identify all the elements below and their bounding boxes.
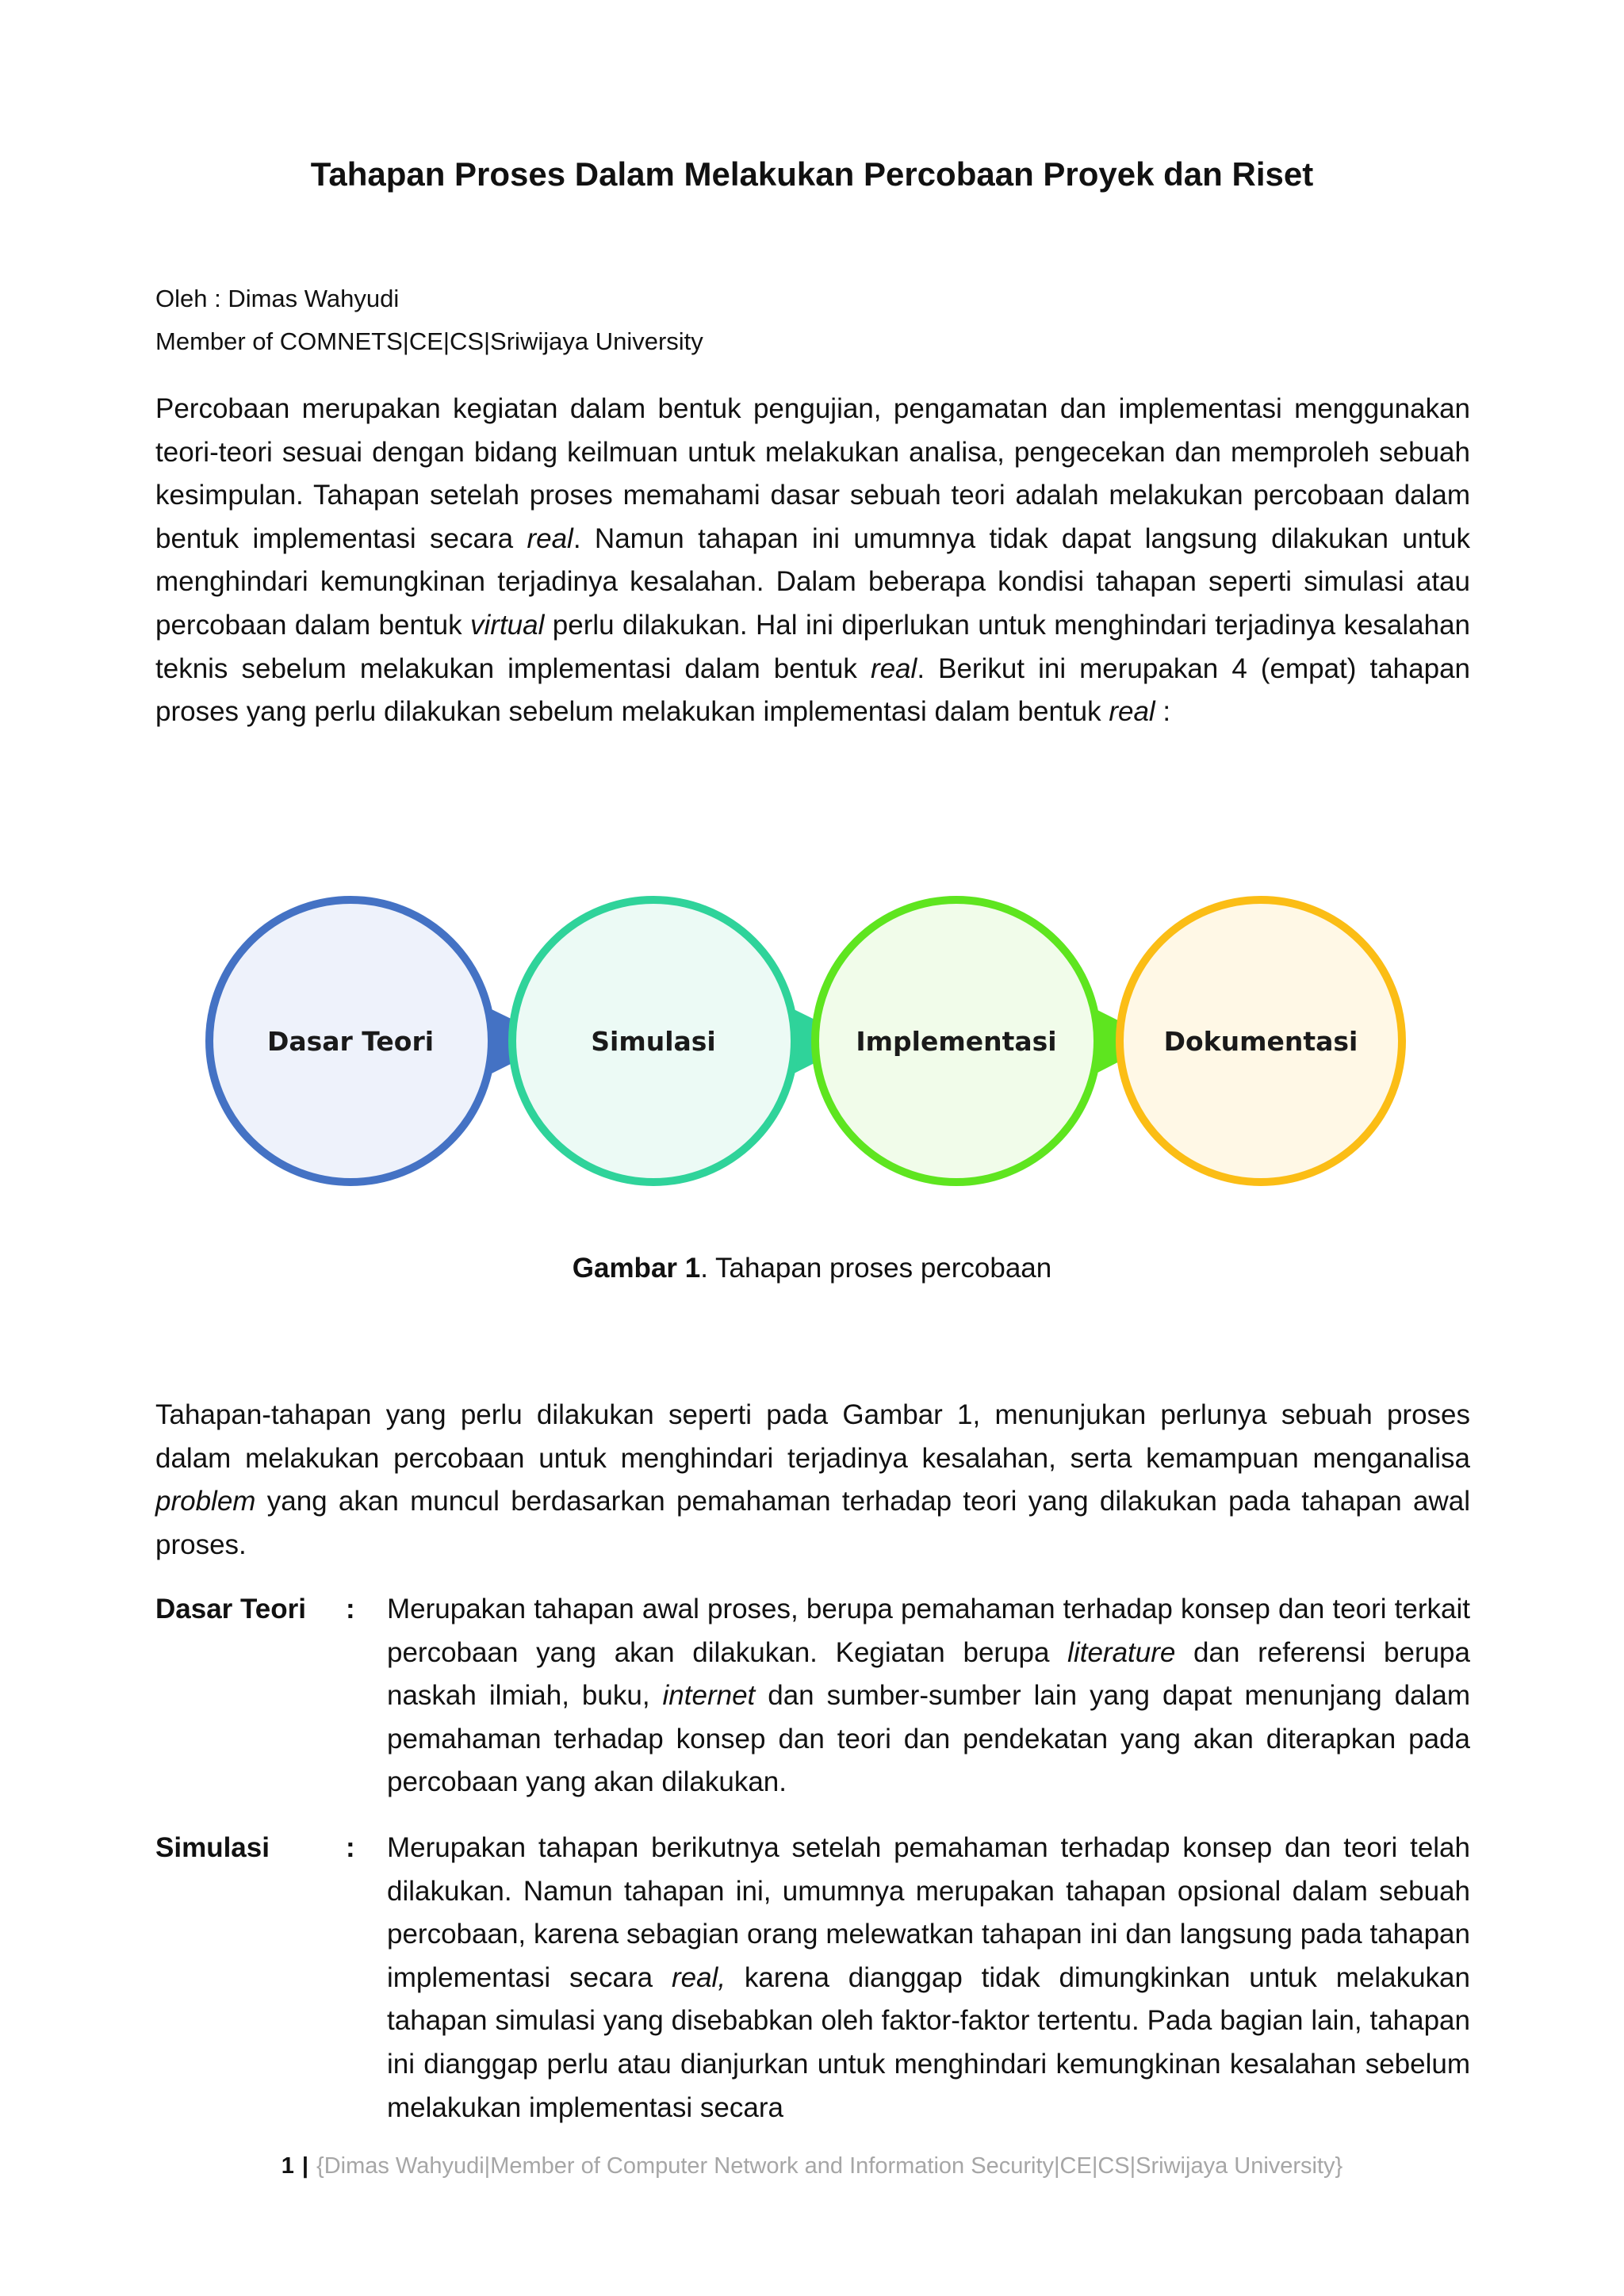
- body-text-1: Tahapan-tahapan yang perlu dilakukan seperti pada Gambar 1, menunjukan perlunya sebuah proses dalam melakukan percobaan untuk menghindari terjadinya kesalahan, serta kemampuan menganalisa: [155, 1399, 1470, 1474]
- intro-italic-3: real: [870, 652, 917, 684]
- intro-text-1: Percobaan merupakan kegiatan dalam bentuk pengujian, pengamatan dan implementasi menggunakan teori-teori sesuai dengan bidang keilmuan untuk melakukan analisa, pengecekan dan memproleh sebuah kesimpulan. Tahapan setelah proses memahami dasar sebuah teori adalah melakukan percobaan dalam bentuk implementasi secara: [155, 393, 1470, 554]
- def2-text-1: Merupakan tahapan berikutnya setelah pemahaman terhadap konsep dan teori telah dilakukan. Namun tahapan ini, umumnya merupakan tahapan opsional dalam sebuah percobaan, karena sebagian orang melewatkan tahapan ini dan langsung pada tahapan implementasi secara: [387, 1832, 1470, 1993]
- body-italic-1: problem: [155, 1486, 256, 1517]
- process-diagram: [190, 880, 1427, 1213]
- def2-italic-1: real,: [671, 1961, 726, 1993]
- def1-italic-1: literature: [1067, 1636, 1176, 1668]
- stage-simulasi: [512, 900, 858, 1182]
- def2-text-2: karena dianggap tidak dimungkinkan untuk melakukan tahapan simulasi yang disebabkan oleh faktor-faktor tertentu. Pada bagian lain, tahapan ini dianggap perlu atau dianjurkan untuk menghindari kemungkinan kesalahan sebelum melakukan implementasi secara: [387, 1961, 1470, 2123]
- intro-italic-1: real: [527, 522, 573, 554]
- stage-label-2: Simulasi: [591, 1026, 716, 1057]
- definition-term: Dasar Teori: [155, 1594, 306, 1624]
- definition-colon: :: [346, 1594, 355, 1624]
- author-name: Oleh : Dimas Wahyudi: [155, 285, 400, 312]
- intro-text-4: . Berikut ini merupakan 4 (empat) tahapan proses yang perlu dilakukan sebelum melakukan implementasi dalam bentuk: [155, 652, 1470, 728]
- stage-implementasi: [815, 900, 1159, 1182]
- process-diagram-svg: [190, 880, 1427, 1213]
- footer-text: {Dimas Wahyudi|Member of Computer Network and Information Security|CE|CS|Sriwijaya University}: [316, 2153, 1343, 2179]
- page-footer: [0, 2153, 1624, 2179]
- def1-italic-2: internet: [662, 1680, 756, 1712]
- author-affiliation: Member of COMNETS|CE|CS|Sriwijaya University: [155, 327, 703, 355]
- intro-text-5: :: [1155, 696, 1171, 728]
- def1-text-1: Merupakan tahapan awal proses, berupa pemahaman terhadap konsep dan teori terkait percobaan yang akan dilakukan. Kegiatan berupa: [387, 1594, 1470, 1668]
- definition-colon: :: [346, 1832, 355, 1863]
- page-number: 1: [281, 2153, 294, 2179]
- stage-label-1: Dasar Teori: [266, 1026, 435, 1057]
- caption-text: . Tahapan proses percobaan: [700, 1253, 1052, 1284]
- stage-dasar-teori: [209, 900, 557, 1182]
- author-block: [155, 277, 703, 363]
- intro-italic-4: real: [1109, 696, 1155, 728]
- definition-description: [387, 1827, 1470, 2130]
- caption-label: Gambar 1: [572, 1253, 701, 1284]
- page-title: Tahapan Proses Dalam Melakukan Percobaan Proyek dan Riset: [310, 155, 1314, 193]
- definition-term: Simulasi: [155, 1832, 270, 1863]
- stage-dokumentasi: [1120, 900, 1402, 1182]
- body-text-2: yang akan muncul berdasarkan pemahaman terhadap teori yang dilakukan pada tahapan awal proses.: [155, 1486, 1470, 1560]
- footer-separator: |: [301, 2153, 309, 2179]
- intro-text-3: perlu dilakukan. Hal ini diperlukan untuk menghindari terjadinya kesalahan teknis sebelum melakukan implementasi dalam bentuk: [155, 609, 1471, 684]
- definition-description: [387, 1588, 1470, 1804]
- def1-text-3: dan sumber-sumber lain yang dapat menunjang dalam pemahaman terhadap konsep dan teori dan pendekatan yang akan diterapkan pada percobaan yang akan dilakukan.: [387, 1680, 1471, 1798]
- body-paragraph: [155, 1394, 1470, 1567]
- stage-label-4: Dokumentasi: [1163, 1026, 1358, 1057]
- intro-paragraph: [155, 388, 1470, 734]
- def1-text-2: dan referensi berupa naskah ilmiah, buku,: [387, 1636, 1470, 1712]
- figure-caption: [0, 1253, 1624, 1284]
- stage-label-3: Implementasi: [856, 1026, 1057, 1057]
- intro-italic-2: virtual: [470, 609, 545, 641]
- intro-text-2: . Namun tahapan ini umumnya tidak dapat langsung dilakukan untuk menghindari kemungkinan terjadinya kesalahan. Dalam beberapa kondisi tahapan seperti simulasi atau percobaan dalam bentuk: [155, 522, 1471, 641]
